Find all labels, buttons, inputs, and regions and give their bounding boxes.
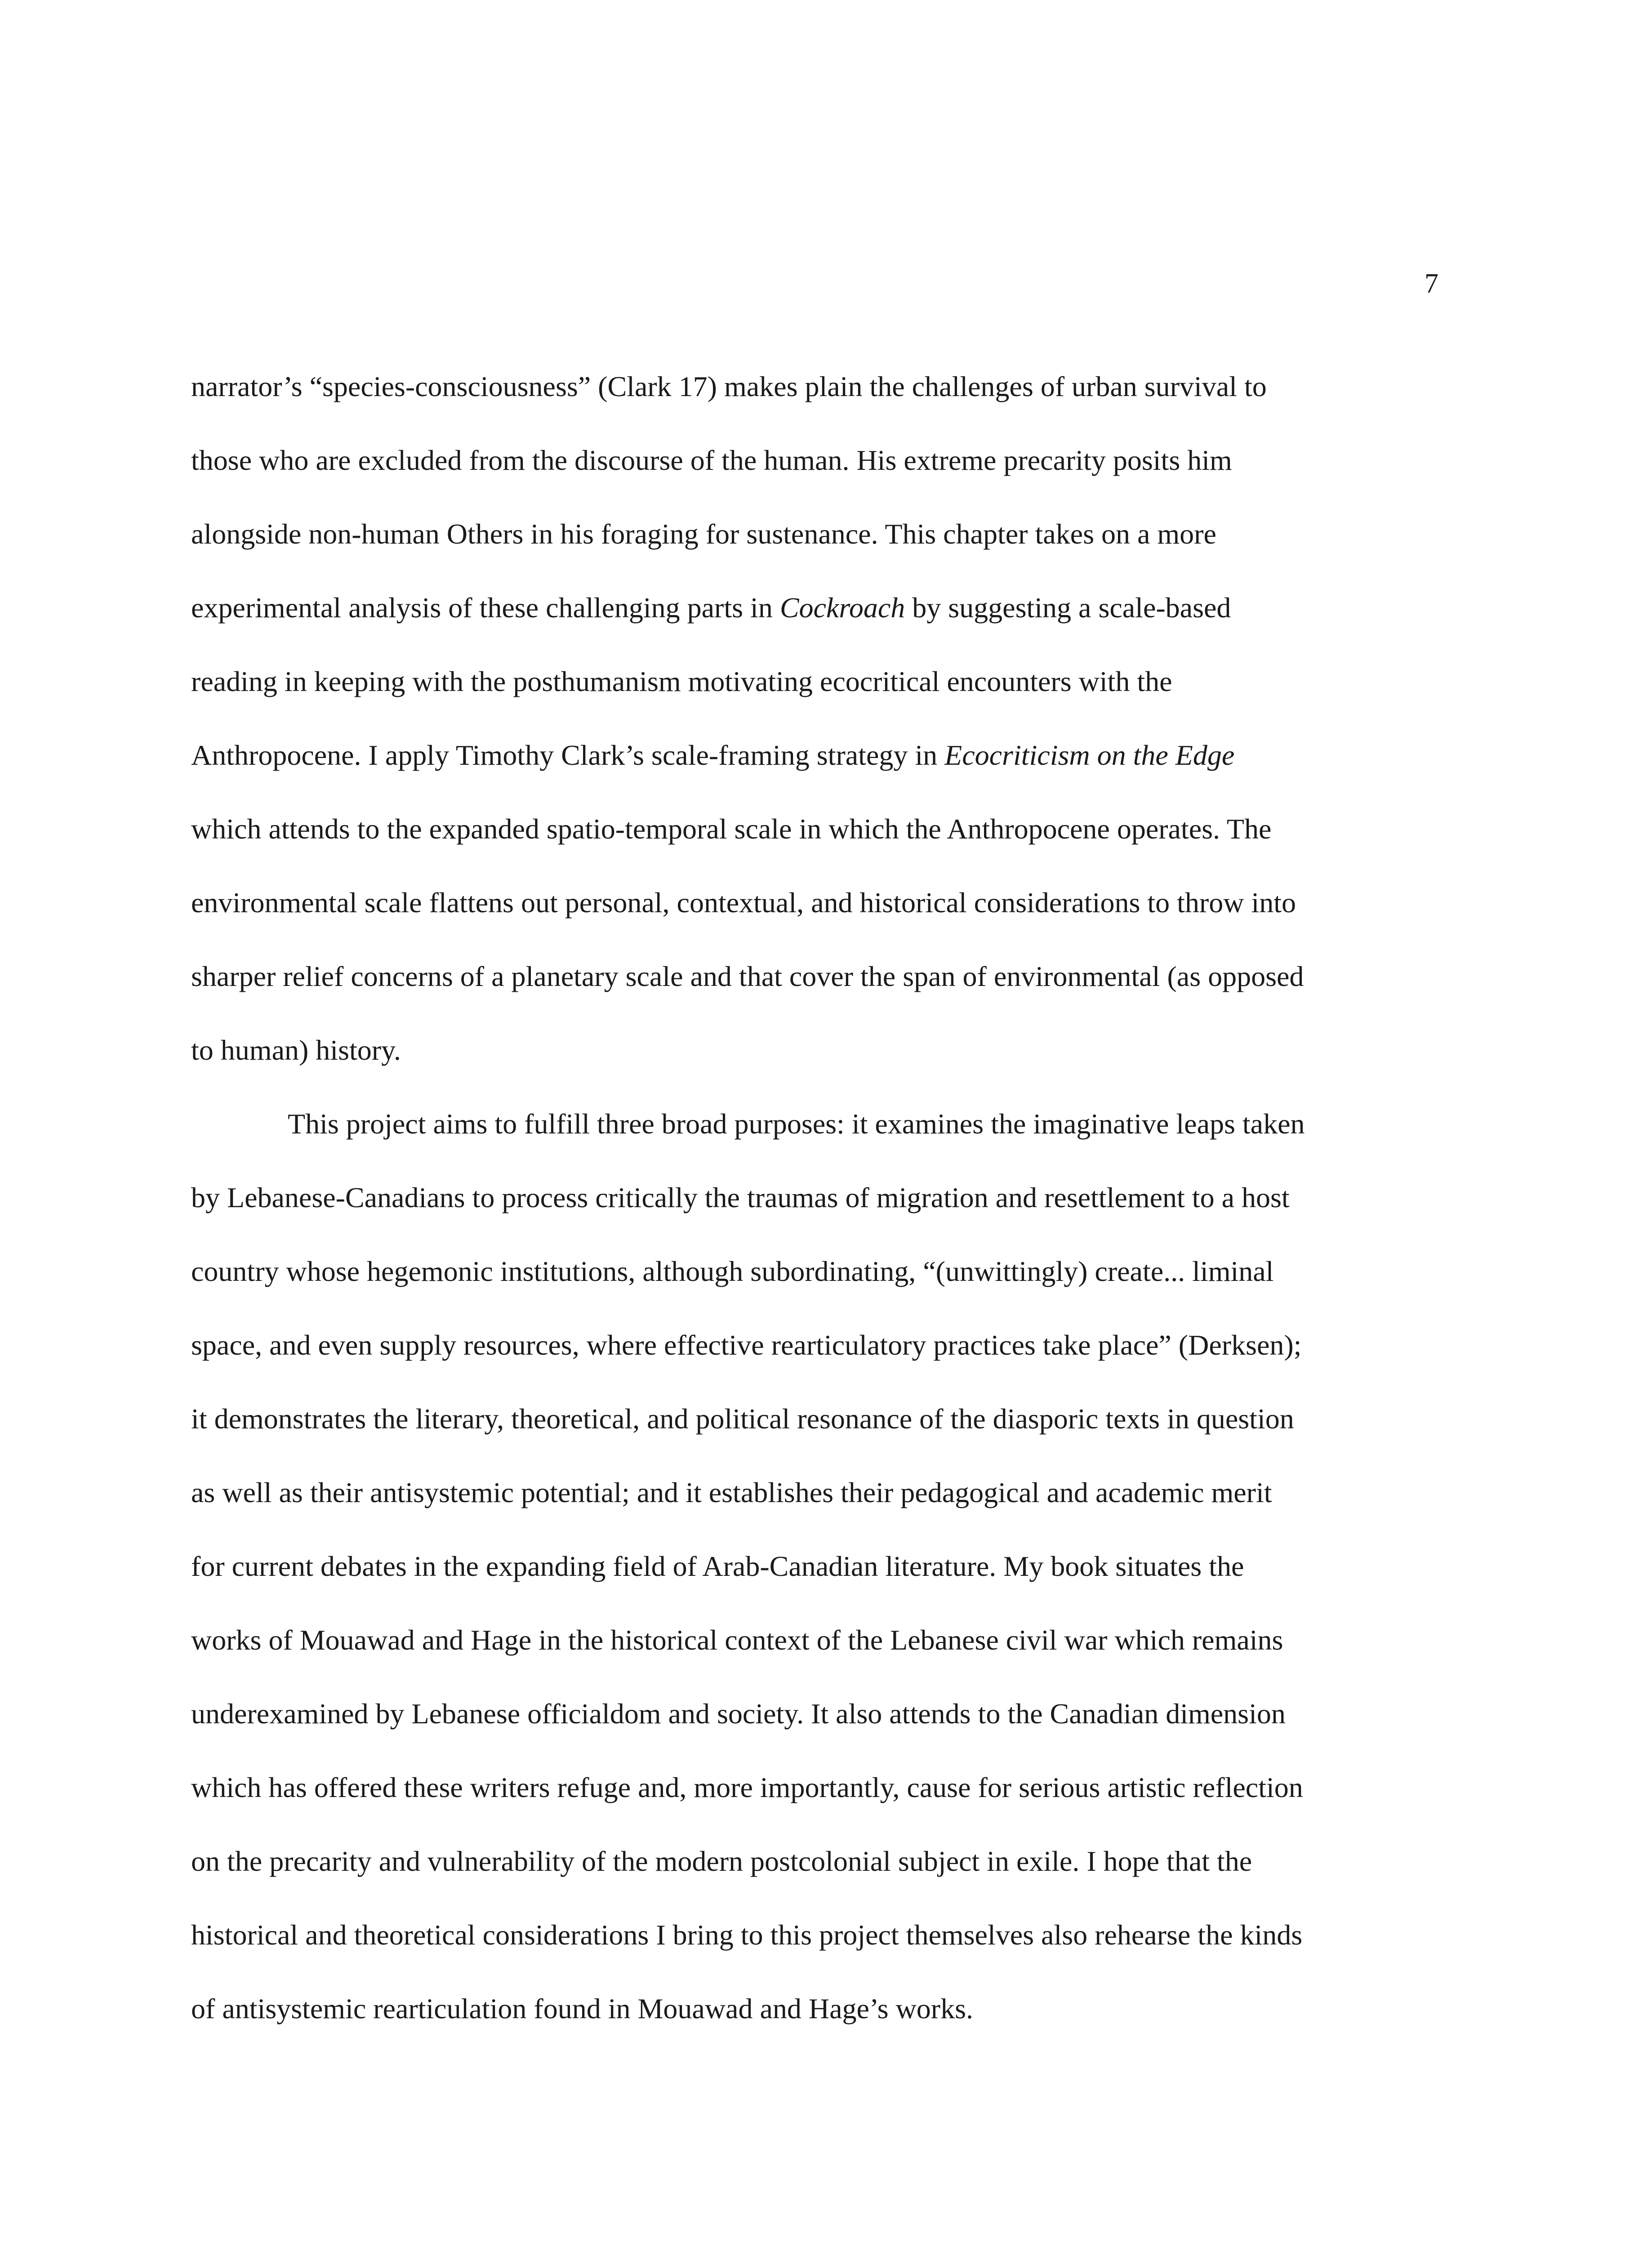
- text-line: it demonstrates the literary, theoretical, and political resonance of the diasporic texts in question: [191, 1403, 1294, 1435]
- text-line: which has offered these writers refuge and, more importantly, cause for serious artistic reflection: [191, 1771, 1303, 1803]
- text-line: [191, 585, 1441, 659]
- text-line: for current debates in the expanding field of Arab-Canadian literature. My book situates the: [191, 1550, 1244, 1582]
- body-text: [191, 364, 1441, 2060]
- text-run: experimental analysis of these challenging parts in: [191, 592, 780, 624]
- text-line: reading in keeping with the posthumanism motivating ecocritical encounters with the: [191, 665, 1172, 697]
- text-line: underexamined by Lebanese officialdom and society. It also attends to the Canadian dimension: [191, 1698, 1286, 1730]
- text-line: as well as their antisystemic potential; and it establishes their pedagogical and academic merit: [191, 1476, 1272, 1508]
- text-line: by Lebanese-Canadians to process critically the traumas of migration and resettlement to a host: [191, 1182, 1290, 1213]
- text-line: This project aims to fulfill three broad purposes: it examines the imaginative leaps taken: [288, 1108, 1305, 1140]
- text-run: Anthropocene. I apply Timothy Clark’s scale-framing strategy in: [191, 739, 945, 771]
- paragraph-2: [191, 1102, 1441, 2060]
- text-line: narrator’s “species-consciousness” (Clark 17) makes plain the challenges of urban survival to: [191, 370, 1267, 402]
- text-run: by suggesting a scale-based: [905, 592, 1231, 624]
- text-line: historical and theoretical considerations I bring to this project themselves also rehearse the kinds: [191, 1919, 1303, 1951]
- text-line: works of Mouawad and Hage in the historical context of the Lebanese civil war which remains: [191, 1624, 1283, 1656]
- text-line: of antisystemic rearticulation found in Mouawad and Hage’s works.: [191, 1993, 973, 2025]
- text-line: sharper relief concerns of a planetary scale and that cover the span of environmental (as opposed: [191, 960, 1304, 992]
- text-line: those who are excluded from the discourse of the human. His extreme precarity posits him: [191, 444, 1232, 476]
- text-line: environmental scale flattens out personal, contextual, and historical considerations to throw into: [191, 887, 1296, 919]
- paragraph-1: [191, 364, 1441, 1102]
- book-title-cockroach: Cockroach: [779, 592, 905, 624]
- page-number: 7: [1425, 268, 1438, 299]
- text-line: to human) history.: [191, 1034, 401, 1066]
- text-line: country whose hegemonic institutions, although subordinating, “(unwittingly) create... liminal: [191, 1255, 1274, 1287]
- text-line: which attends to the expanded spatio-temporal scale in which the Anthropocene operates. The: [191, 813, 1272, 845]
- text-line: on the precarity and vulnerability of the modern postcolonial subject in exile. I hope that the: [191, 1845, 1252, 1877]
- book-title-ecocriticism: Ecocriticism on the Edge: [944, 739, 1235, 771]
- text-line: space, and even supply resources, where effective rearticulatory practices take place” (Derksen);: [191, 1329, 1302, 1361]
- text-line: alongside non-human Others in his foraging for sustenance. This chapter takes on a more: [191, 518, 1216, 550]
- text-line: [191, 733, 1441, 807]
